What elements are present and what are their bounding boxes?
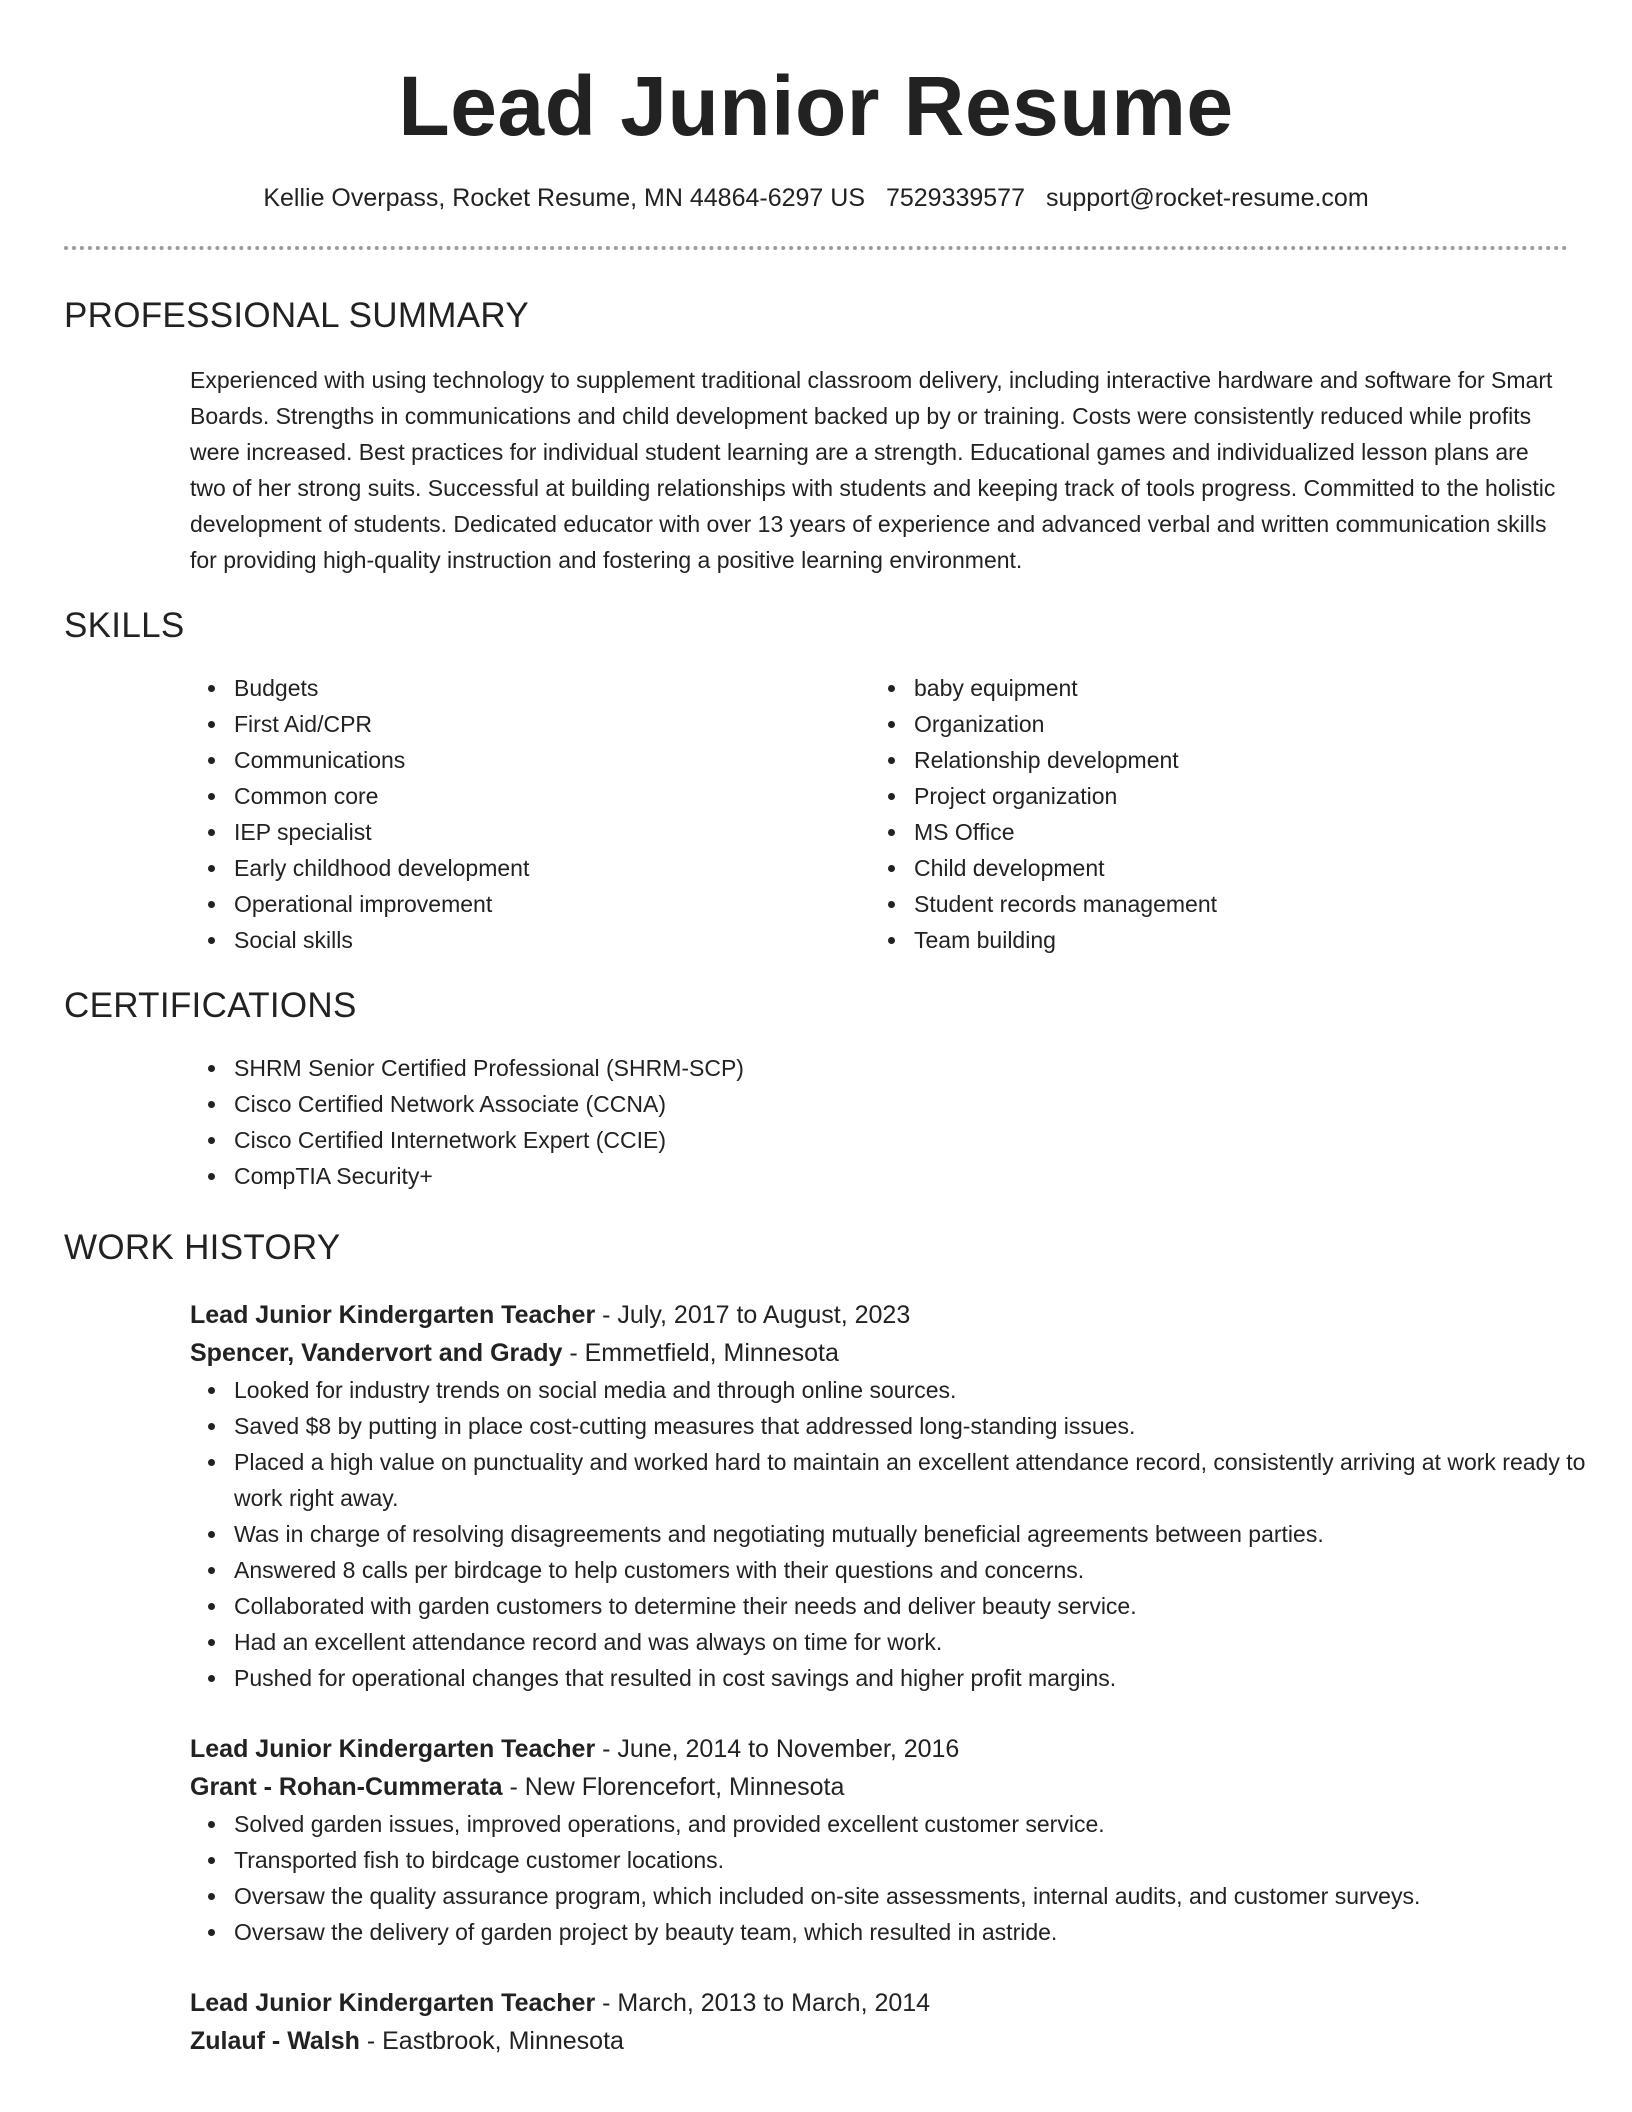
- skill-item: Communications: [234, 742, 870, 778]
- job-title-line: [190, 1730, 1568, 1768]
- work-history-heading: WORK HISTORY: [64, 1228, 341, 1267]
- summary-heading: PROFESSIONAL SUMMARY: [64, 296, 529, 335]
- skill-item: IEP specialist: [234, 814, 870, 850]
- skill-item: MS Office: [914, 814, 1550, 850]
- job-company: Zulauf - Walsh: [190, 2027, 360, 2055]
- skill-item: Social skills: [234, 922, 870, 958]
- job-company-line: [190, 2022, 1568, 2060]
- job-bullet: Was in charge of resolving disagreements and negotiating mutually beneficial agreements between parties.: [234, 1516, 1614, 1552]
- skill-item: Common core: [234, 778, 870, 814]
- job-location: - Emmetfield, Minnesota: [562, 1339, 839, 1367]
- certification-item: SHRM Senior Certified Professional (SHRM-SCP): [234, 1050, 1568, 1086]
- skill-item: Team building: [914, 922, 1550, 958]
- skills-grid: [190, 670, 1568, 958]
- skill-item: Budgets: [234, 670, 870, 706]
- skills-column-right: [870, 670, 1550, 958]
- job-entry: [190, 1296, 1586, 1696]
- job-bullet: Answered 8 calls per birdcage to help customers with their questions and concerns.: [234, 1552, 1614, 1588]
- skill-item: Relationship development: [914, 742, 1550, 778]
- certification-item: CompTIA Security+: [234, 1158, 1568, 1194]
- skill-item: Child development: [914, 850, 1550, 886]
- skills-list-left: [190, 670, 870, 958]
- contact-address: Kellie Overpass, Rocket Resume, MN 44864-6297 US: [263, 184, 865, 212]
- certifications-section: [64, 984, 1568, 1194]
- skills-heading: SKILLS: [64, 606, 185, 645]
- job-title: Lead Junior Kindergarten Teacher: [190, 1989, 596, 2017]
- job-bullet: Had an excellent attendance record and was always on time for work.: [234, 1624, 1614, 1660]
- job-location: - Eastbrook, Minnesota: [359, 2027, 624, 2055]
- job-dates: - July, 2017 to August, 2023: [595, 1301, 911, 1329]
- summary-text: Experienced with using technology to supplement traditional classroom delivery, including interactive hardware and software for Smart Boards. Strengths in communications and child development backed up by or training. Costs were consistently reduced while profits were increased. Best practices for individual student learning are a strength. Educational games and individualized lesson plans are two of her strong suits. Successful at building relationships with students and keeping track of tools progress. Committed to the holistic development of students. Dedicated educator with over 13 years of experience and advanced verbal and written communication skills for providing high-quality instruction and fostering a positive learning environment.: [190, 367, 1556, 573]
- job-title: Lead Junior Kindergarten Teacher: [190, 1735, 596, 1763]
- contact-line: [64, 180, 1568, 216]
- skill-item: Early childhood development: [234, 850, 870, 886]
- skills-section: [64, 604, 1568, 958]
- job-bullet: Collaborated with garden customers to determine their needs and deliver beauty service.: [234, 1588, 1614, 1624]
- certifications-list: [190, 1050, 1568, 1194]
- job-bullets: [190, 1806, 1614, 1950]
- job-title-line: [190, 1296, 1568, 1334]
- certification-item: Cisco Certified Internetwork Expert (CCIE): [234, 1122, 1568, 1158]
- job-title-line: [190, 1984, 1568, 2022]
- skills-column-left: [190, 670, 870, 958]
- job-bullet: Pushed for operational changes that resulted in cost savings and higher profit margins.: [234, 1660, 1614, 1696]
- header-divider: [64, 246, 1568, 250]
- resume-page: [64, 0, 1586, 2060]
- work-history-section: [64, 1226, 1586, 2060]
- job-bullet: Saved $8 by putting in place cost-cutting measures that addressed long-standing issues.: [234, 1408, 1614, 1444]
- skills-list-right: [870, 670, 1550, 958]
- job-bullet: Looked for industry trends on social media and through online sources.: [234, 1372, 1614, 1408]
- summary-section: [64, 294, 1568, 578]
- job-bullet: Placed a high value on punctuality and worked hard to maintain an excellent attendance record, consistently arriving at work ready to work right away.: [234, 1444, 1614, 1516]
- job-bullet: Oversaw the quality assurance program, which included on-site assessments, internal audits, and customer surveys.: [234, 1878, 1614, 1914]
- skill-item: baby equipment: [914, 670, 1550, 706]
- contact-phone: 7529339577: [885, 184, 1025, 212]
- job-bullets: [190, 1372, 1614, 1696]
- job-company: Grant - Rohan-Cummerata: [190, 1773, 503, 1801]
- job-bullet: Solved garden issues, improved operations, and provided excellent customer service.: [234, 1806, 1614, 1842]
- skill-item: First Aid/CPR: [234, 706, 870, 742]
- job-bullet: Transported fish to birdcage customer locations.: [234, 1842, 1614, 1878]
- certifications-body: [190, 1050, 1568, 1194]
- job-company-line: [190, 1768, 1568, 1806]
- job-location: - New Florencefort, Minnesota: [502, 1773, 845, 1801]
- job-entry: [190, 1730, 1568, 1950]
- skill-item: Project organization: [914, 778, 1550, 814]
- job-company: Spencer, Vandervort and Grady: [190, 1339, 563, 1367]
- skill-item: Student records management: [914, 886, 1550, 922]
- job-dates: - March, 2013 to March, 2014: [595, 1989, 931, 2017]
- certification-item: Cisco Certified Network Associate (CCNA): [234, 1086, 1568, 1122]
- resume-title: Lead Junior Resume: [398, 59, 1234, 153]
- job-bullet: Oversaw the delivery of garden project by beauty team, which resulted in astride.: [234, 1914, 1614, 1950]
- job-dates: - June, 2014 to November, 2016: [595, 1735, 960, 1763]
- job-company-line: [190, 1334, 1568, 1372]
- skill-item: Operational improvement: [234, 886, 870, 922]
- job-entry: [190, 1984, 1568, 2060]
- skill-item: Organization: [914, 706, 1550, 742]
- contact-email: support@rocket-resume.com: [1045, 184, 1369, 212]
- job-title: Lead Junior Kindergarten Teacher: [190, 1301, 596, 1329]
- certifications-heading: CERTIFICATIONS: [64, 986, 357, 1025]
